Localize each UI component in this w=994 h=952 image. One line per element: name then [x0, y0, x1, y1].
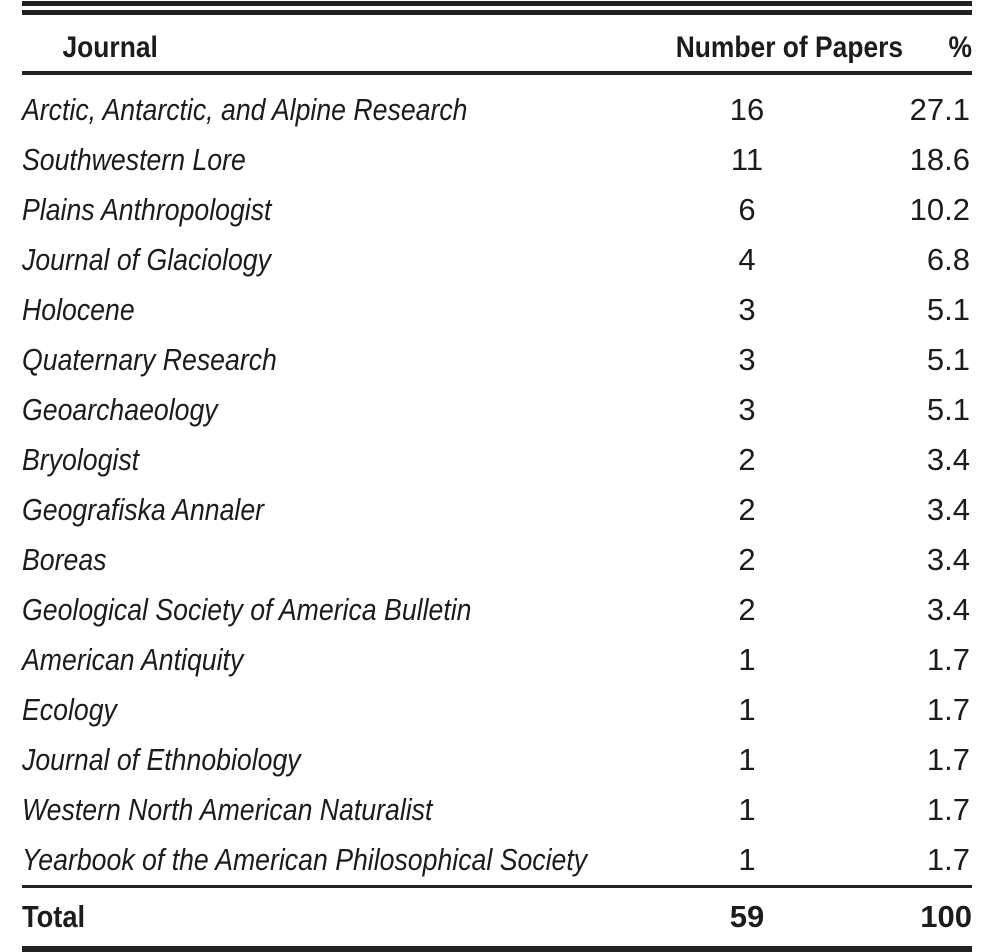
body-top-spacer [22, 75, 972, 85]
cell-journal: Geografiska Annaler [22, 492, 265, 527]
table-row [22, 735, 972, 785]
data-table-body [22, 85, 972, 885]
column-header-number-of-papers: Number of Papers [675, 31, 904, 64]
cell-journal: Southwestern Lore [22, 142, 246, 177]
cell-count: 16 [729, 92, 765, 127]
cell-count: 1 [738, 792, 756, 827]
table-row [22, 335, 972, 385]
table-body [22, 85, 972, 885]
table-row [22, 285, 972, 335]
cell-journal: Holocene [22, 292, 135, 327]
table-row [22, 685, 972, 735]
table-row [22, 235, 972, 285]
cell-percent: 1.7 [926, 842, 970, 877]
cell-percent: 3.4 [926, 492, 970, 527]
cell-journal: Geoarchaeology [22, 392, 218, 427]
cell-count: 3 [738, 292, 756, 327]
cell-percent: 1.7 [926, 692, 970, 727]
cell-journal: Arctic, Antarctic, and Alpine Research [22, 92, 468, 127]
cell-percent: 1.7 [926, 742, 970, 777]
cell-count: 1 [738, 842, 756, 877]
cell-journal: Ecology [22, 692, 117, 727]
cell-count: 1 [738, 642, 756, 677]
table-row [22, 785, 972, 835]
cell-journal: Geological Society of America Bulletin [22, 592, 472, 627]
cell-count: 4 [738, 242, 756, 277]
cell-count: 2 [738, 492, 756, 527]
cell-percent: 1.7 [926, 642, 970, 677]
cell-journal: Journal of Glaciology [22, 242, 271, 277]
cell-journal: American Antiquity [22, 642, 244, 677]
table-row [22, 485, 972, 535]
cell-percent: 3.4 [926, 442, 970, 477]
cell-percent: 6.8 [926, 242, 970, 277]
table-bottom-rule [22, 946, 972, 952]
data-table [22, 25, 972, 71]
header-row [22, 25, 972, 71]
table-row [22, 135, 972, 185]
column-header-percent: % [948, 31, 972, 64]
cell-count: 2 [738, 442, 756, 477]
table-row [22, 185, 972, 235]
cell-count: 3 [738, 342, 756, 377]
table-header [22, 25, 972, 71]
table-row [22, 585, 972, 635]
cell-percent: 5.1 [926, 392, 970, 427]
table-row [22, 385, 972, 435]
cell-percent: 3.4 [926, 592, 970, 627]
cell-count: 11 [730, 142, 764, 177]
total-count: 59 [729, 899, 765, 934]
cell-percent: 10.2 [909, 192, 970, 227]
table-row [22, 435, 972, 485]
table-row [22, 635, 972, 685]
cell-count: 3 [738, 392, 756, 427]
cell-journal: Western North American Naturalist [22, 792, 433, 827]
cell-count: 2 [738, 592, 756, 627]
cell-count: 1 [738, 742, 756, 777]
cell-percent: 3.4 [926, 542, 970, 577]
total-percent: 100 [920, 899, 972, 934]
cell-percent: 18.6 [909, 142, 970, 177]
header-top-spacer [22, 15, 972, 25]
cell-journal: Quaternary Research [22, 342, 277, 377]
cell-percent: 27.1 [909, 92, 970, 127]
table-row [22, 835, 972, 885]
cell-journal: Bryologist [22, 442, 140, 477]
total-row [22, 888, 972, 946]
journal-counts-table [0, 1, 994, 951]
cell-journal: Journal of Ethnobiology [22, 742, 301, 777]
table-row [22, 85, 972, 135]
table-row [22, 535, 972, 585]
cell-percent: 1.7 [926, 792, 970, 827]
cell-percent: 5.1 [926, 292, 970, 327]
cell-journal: Boreas [22, 542, 107, 577]
cell-journal: Yearbook of the American Philosophical Society [22, 842, 588, 877]
cell-count: 2 [738, 542, 756, 577]
cell-percent: 5.1 [926, 342, 970, 377]
cell-count: 1 [738, 692, 756, 727]
cell-journal: Plains Anthropologist [22, 192, 272, 227]
total-label: Total [22, 899, 86, 934]
cell-count: 6 [738, 192, 756, 227]
column-header-journal: Journal [62, 31, 158, 64]
